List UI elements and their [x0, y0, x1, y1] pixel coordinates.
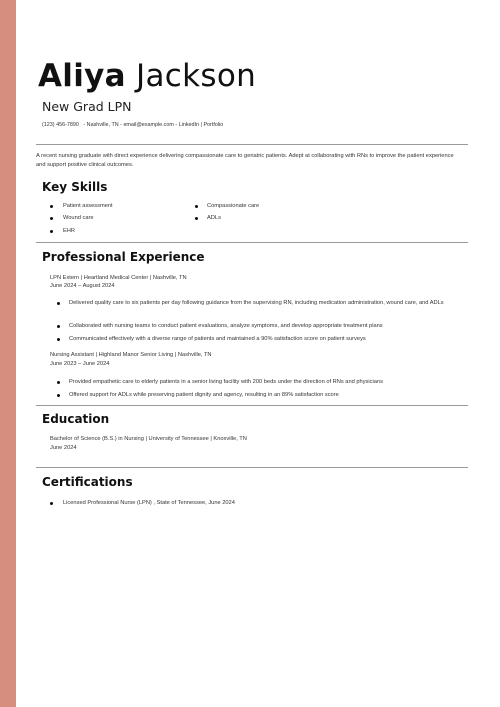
job-title: New Grad LPN	[42, 99, 132, 114]
bullet-icon	[57, 302, 60, 305]
bullet-icon	[57, 381, 60, 384]
bullet-icon	[195, 217, 198, 220]
bullet-icon	[57, 338, 60, 341]
skill-item: Wound care	[63, 215, 94, 221]
degree-line: Bachelor of Science (B.S.) in Nursing | University of Tennessee | Knoxville, TN	[50, 436, 247, 442]
accent-sidebar	[0, 0, 16, 707]
job-title-line: Nursing Assistant | Highland Manor Senior Living | Nashville, TN	[50, 352, 212, 358]
job-bullet: Offered support for ADLs while preserving patient dignity and agency, resulting in an 89% satisfaction score	[69, 392, 339, 398]
job-bullet: Collaborated with nursing teams to conduct patient evaluations, analyze symptoms, and develop appropriate treatment plans	[69, 323, 383, 329]
bullet-icon	[57, 394, 60, 397]
job-title-line: LPN Extern | Heartland Medical Center | Nashville, TN	[50, 275, 187, 281]
phone: (123) 456-7890	[42, 122, 79, 128]
education-heading: Education	[42, 412, 110, 426]
graduation-date: June 2024	[50, 445, 77, 451]
job-dates: June 2024 – August 2024	[50, 283, 115, 289]
certifications-heading: Certifications	[42, 475, 133, 489]
skill-item: ADLs	[207, 215, 221, 221]
divider	[36, 144, 468, 145]
skill-item: Compassionate care	[207, 203, 260, 209]
bullet-icon	[57, 325, 60, 328]
experience-heading: Professional Experience	[42, 250, 205, 264]
bullet-icon	[50, 205, 53, 208]
contact-line: (123) 456-7890 - Nashville, TN - email@example.com - LinkedIn | Portfolio	[42, 122, 224, 128]
divider	[36, 405, 468, 406]
summary: A recent nursing graduate with direct experience delivering compassionate care to geriatric patients. Adept at collaborating with RNs to improve the patient experience and support positive clinical outcomes.	[36, 153, 454, 168]
skill-item: EHR	[63, 228, 76, 234]
certification-item: Licensed Professional Nurse (LPN) , State of Tennessee, June 2024	[63, 500, 235, 506]
last-name: Jackson	[136, 58, 257, 94]
bullet-icon	[50, 217, 53, 220]
email-link[interactable]: email@example.com	[123, 122, 174, 128]
bullet-icon	[50, 230, 53, 233]
job-bullet: Delivered quality care to six patients per day following guidance from the supervising RN, including medication administration, wound care, and ADLs	[69, 300, 444, 306]
divider	[36, 467, 468, 468]
first-name: Aliya	[38, 58, 126, 94]
bullet-icon	[50, 502, 53, 505]
location: Nashville, TN	[86, 122, 119, 128]
job-bullet: Provided empathetic care to elderly patients in a senior living facility with 200 beds under the direction of RNs and physicians	[69, 379, 383, 385]
linkedin-link[interactable]: LinkedIn	[178, 122, 200, 128]
skills-heading: Key Skills	[42, 180, 108, 194]
portfolio-link[interactable]: Portfolio	[203, 122, 224, 128]
job-dates: June 2023 – June 2024	[50, 361, 110, 367]
job-bullet: Communicated effectively with a diverse range of patients and maintained a 90% satisfaction score on patient surveys	[69, 336, 366, 342]
skill-item: Patient assessment	[63, 203, 113, 209]
bullet-icon	[195, 205, 198, 208]
divider	[36, 242, 468, 243]
candidate-name	[38, 56, 256, 96]
